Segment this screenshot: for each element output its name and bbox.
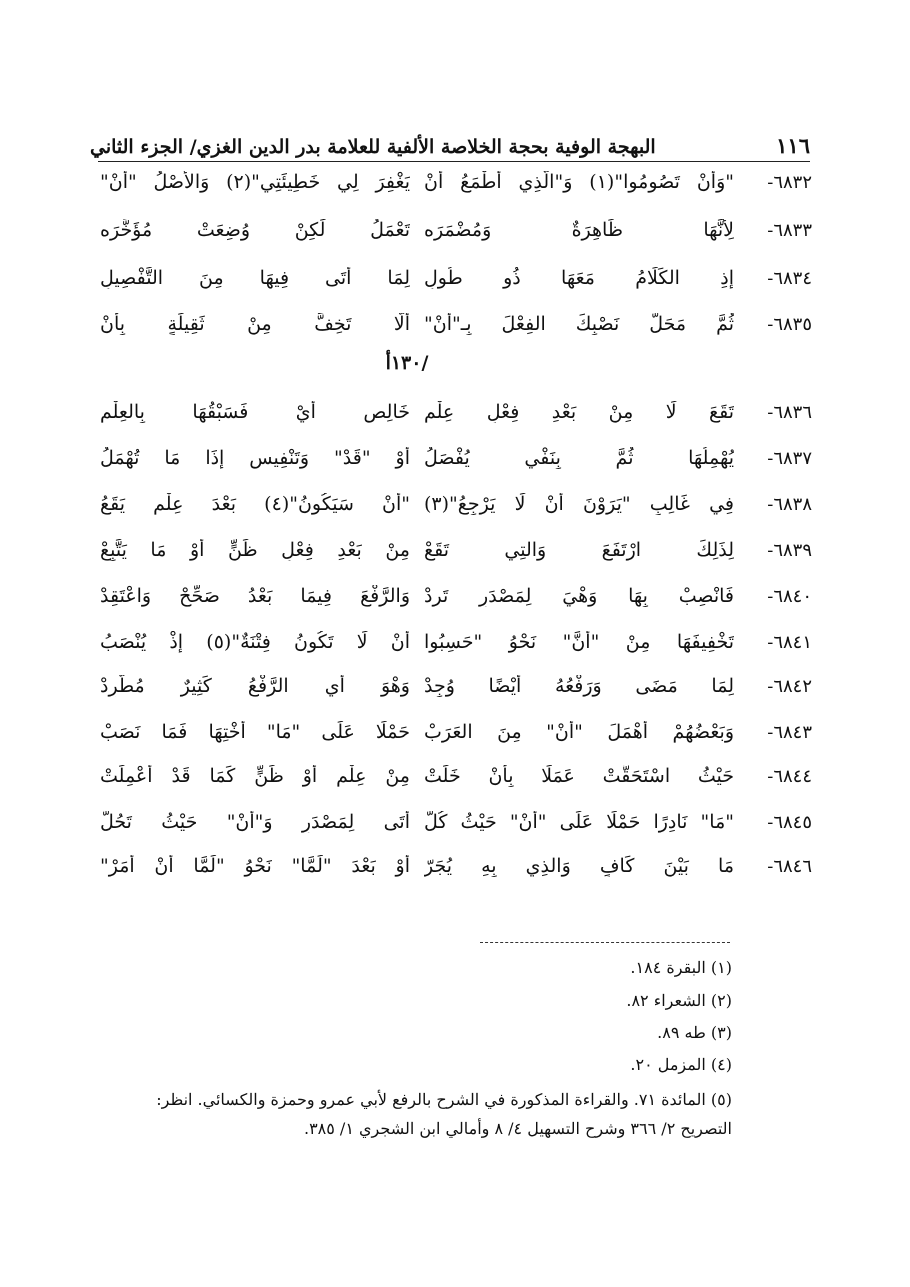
verse-first-hemistich: تَخْفِيفَهَا مِنْ "أَنَّ" نَحْوُ "حَسِبُوا — [424, 631, 734, 653]
page-number: ١١٦ — [776, 133, 810, 158]
verse-line — [100, 210, 812, 250]
verse-second-hemistich: مِنْ عِلْمٍ أَوْ ظَنٍّ كَمَا قَدْ أُعْمِلَتْ — [100, 765, 410, 787]
page-header — [90, 118, 810, 158]
verse-number: ٦٨٣٤- — [767, 267, 812, 289]
verse-first-hemistich: فِي غَالِبٍ "يَرَوْنَ أَنْ لَا يَرْجِعُ"(٣) — [424, 493, 734, 515]
footnote: (٤) المزمل ٢٠. — [630, 1055, 732, 1074]
verse-first-hemistich: "وَأَنْ تَصُومُوا"(١) وَ"الَّذِي أَطْمَعُ أَنْ — [424, 171, 734, 193]
footnote: (١) البقرة ١٨٤. — [630, 958, 732, 977]
footnote: (٢) الشعراء ٨٢. — [626, 991, 732, 1010]
verse-second-hemistich: أَوْ "قَدْ" وَتَنْفِيسٍ إِذَا مَا تُهْمَلُ — [100, 447, 410, 469]
verse-first-hemistich: لِذَلِكَ ارْتَفَعَ وَالتِي تَقَعْ — [424, 539, 734, 561]
verse-second-hemistich: أَوْ بَعْدَ "لَمَّا" نَحْوُ "لَمَّا أَنْ أَمَرْ" — [100, 855, 410, 877]
verse-number: ٦٨٤٠- — [767, 585, 812, 607]
verse-line — [100, 438, 812, 478]
verse-line — [100, 304, 812, 344]
verse-line — [100, 576, 812, 616]
verse-second-hemistich: "أَنْ سَيَكُونُ"(٤) بَعْدَ عِلْمٍ يَقَعُ — [100, 493, 410, 515]
verse-first-hemistich: ثُمَّ مَحَلُّ نَصْبِكَ الفِعْلَ بِـ"أَنْ" — [424, 313, 734, 335]
verse-second-hemistich: يَغْفِرَ لِي خَطِيئَتِي"(٢) وَالأَصْلُ "أَنْ" — [100, 171, 410, 193]
verse-first-hemistich: "مَا" نَادِرًا حَمْلًا عَلَى "أَنْ" حَيْثُ كُلّ — [424, 811, 734, 833]
footnote: (٣) طه ٨٩. — [657, 1023, 732, 1042]
verse-number: ٦٨٤٣- — [767, 721, 812, 743]
footnote: (٥) المائدة ٧١. والقراءة المذكورة في الشرح بالرفع لأبي عمرو وحمزة والكسائي. انظر: التصريح ٢/ ٣٦٦ وشرح التسهيل ٤/ ٨ وأمالي ابن الشجري ١/ ٣٨٥. — [156, 1090, 732, 1138]
verse-number: ٦٨٤٢- — [767, 675, 812, 697]
verse-first-hemistich: حَيْثُ اسْتَحَقَّتْ عَمَلًا بِأَنْ خَلَتْ — [424, 765, 734, 787]
verse-number: ٦٨٣٩- — [767, 539, 812, 561]
verse-line — [100, 846, 812, 886]
verse-second-hemistich: أَتَى لِمَصْدَرٍ وَ"أَنْ" حَيْثُ تَحُلّ — [100, 811, 410, 833]
verse-number: ٦٨٤٥- — [767, 811, 812, 833]
verse-line — [100, 666, 812, 706]
verse-number: ٦٨٤٦- — [767, 855, 812, 877]
verse-first-hemistich: مَا بَيْنَ كَافٍ وَالذِي بِهِ يُجَرّ — [424, 855, 734, 877]
verse-first-hemistich: لِأَنَّهَا ظَاهِرَةٌ وَمُضْمَرَه — [424, 219, 734, 241]
verse-line — [100, 484, 812, 524]
verse-first-hemistich: إِذِ الكَلَامُ مَعَهَا ذُو طُولِ — [424, 267, 734, 289]
verse-second-hemistich: وَالرَّفْعَ فِيمَا بَعْدُ صَحِّحْ وَاعْتَقِدْ — [100, 585, 410, 607]
folio-marker: /١٣٠أ — [385, 352, 429, 374]
verse-second-hemistich: خَالِصٍ أَيْ فَسَبْقُهَا بِالعِلْمِ — [100, 401, 410, 423]
verse-number: ٦٨٣٥- — [767, 313, 812, 335]
verse-line — [100, 162, 812, 202]
verse-line — [100, 530, 812, 570]
verse-number: ٦٨٣٨- — [767, 493, 812, 515]
verse-number: ٦٨٤٤- — [767, 765, 812, 787]
verse-number: ٦٨٣٢- — [767, 171, 812, 193]
verse-first-hemistich: يُهْمِلُهَا ثُمَّ بِنَفْيٍ يُفْصَلُ — [424, 447, 734, 469]
verse-first-hemistich: تَقَعَ لَا مِنْ بَعْدِ فِعْلِ عِلْمِ — [424, 401, 734, 423]
verse-second-hemistich: حَمْلًا عَلَى "مَا" أُخْتِهَا فَمَا نَصَبْ — [100, 721, 410, 743]
running-title: البهجة الوفية بحجة الخلاصة الألفية للعلامة بدر الدين الغزي/ الجزء الثاني — [90, 136, 656, 158]
verse-number: ٦٨٣٣- — [767, 219, 812, 241]
footnote-separator — [480, 942, 730, 943]
verse-first-hemistich: وَبَعْضُهُمْ أَهْمَلَ "أَنْ" مِنَ العَرَبْ — [424, 721, 734, 743]
verse-first-hemistich: لِمَا مَضَى وَرَفْعُهُ أَيْضًا وُجِدْ — [424, 675, 734, 697]
verse-line — [100, 392, 812, 432]
verse-second-hemistich: أَلَّا تَخِفَّ مِنْ ثَقِيلَةٍ بِأَنْ — [100, 313, 410, 335]
verse-line — [100, 802, 812, 842]
verse-number: ٦٨٣٦- — [767, 401, 812, 423]
verse-second-hemistich: وَهْوَ أَيِ الرَّفْعُ كَثِيرٌ مُطَّرِدْ — [100, 675, 410, 697]
verse-line — [100, 622, 812, 662]
verse-second-hemistich: تَعْمَلُ لَكِنْ وُضِعَتْ مُؤَخَّرَه — [100, 219, 410, 241]
verse-second-hemistich: لِمَا أَتَى فِيهَا مِنَ التَّفْصِيلِ — [100, 267, 410, 289]
verse-number: ٦٨٤١- — [767, 631, 812, 653]
verse-number: ٦٨٣٧- — [767, 447, 812, 469]
verse-second-hemistich: أَنْ لَا تَكُونُ فِتْنَةٌ"(٥) إِذْ يُنْصَبُ — [100, 631, 410, 653]
verse-first-hemistich: فَانْصِبْ بِهَا وَهْيَ لِمَصْدَرٍ تَرِدْ — [424, 585, 734, 607]
verse-line — [100, 712, 812, 752]
verse-line — [100, 756, 812, 796]
verse-second-hemistich: مِنْ بَعْدِ فِعْلِ ظَنٍّ أَوْ مَا يَتَّبِعْ — [100, 539, 410, 561]
verse-line — [100, 258, 812, 298]
